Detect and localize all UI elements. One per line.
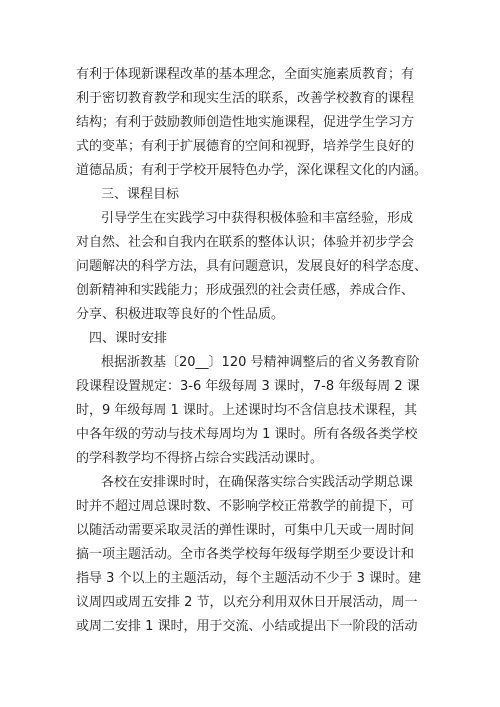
section-heading-course-goals: 三、课程目标 — [101, 187, 180, 202]
text-line-23: 议周四或周五安排 2 节，以充分利用双休日开展活动，周一 — [76, 595, 418, 610]
text-line-2: 利于密切教育教学和现实生活的联系，改善学校教育的课程 — [76, 91, 415, 106]
text-line-4: 式的变革；有利于扩展德育的空间和视野，培养学生良好的 — [76, 139, 415, 154]
text-line-13: 根据浙教基〔20__〕120 号精神调整后的省义务教育阶 — [101, 355, 420, 370]
text-line-18: 各校在安排课时时，在确保落实综合实践活动学期总课 — [101, 475, 414, 490]
text-line-20: 以随活动需要采取灵活的弹性课时，可集中几天或一周时间 — [76, 523, 415, 538]
text-line-24: 或周二安排 1 课时，用于交流、小结或提出下一阶段的活动 — [76, 619, 418, 634]
text-line-17: 的学科教学均不得挤占综合实践活动课时。 — [76, 451, 324, 466]
text-line-11: 分享、积极进取等良好的个性品质。 — [76, 307, 285, 322]
text-line-21: 搞一项主题活动。全市各类学校每年级每学期至少要设计和 — [76, 547, 415, 562]
text-line-7: 引导学生在实践学习中获得积极体验和丰富经验，形成 — [101, 211, 414, 226]
section-heading-schedule: 四、课时安排 — [89, 331, 168, 346]
text-line-19: 时并不超过周总课时数、不影响学校正常教学的前提下，可 — [76, 499, 415, 514]
text-line-3: 结构；有利于鼓励教师创造性地实施课程，促进学生学习方 — [76, 115, 415, 130]
text-line-1: 有利于体现新课程改革的基本理念，全面实施素质教育；有 — [76, 67, 415, 82]
text-line-8: 对自然、社会和自我内在联系的整体认识；体验并初步学会 — [76, 235, 415, 250]
text-line-14: 段课程设置规定：3-6 年级每周 3 课时，7-8 年级每周 2 课 — [76, 379, 420, 394]
text-line-10: 创新精神和实践能力；形成强烈的社会责任感，养成合作、 — [76, 283, 415, 298]
text-line-22: 指导 3 个以上的主题活动，每个主题活动不少于 3 课时。建 — [76, 571, 422, 586]
text-line-5: 道德品质；有利于学校开展特色办学，深化课程文化的内涵。 — [76, 163, 428, 178]
text-line-15: 时，9 年级每周 1 课时。上述课时均不含信息技术课程，其 — [76, 403, 417, 418]
text-line-16: 中各年级的劳动与技术每周均为 1 课时。所有各级各类学校 — [76, 427, 418, 442]
text-line-9: 问题解决的科学方法，具有问题意识，发展良好的科学态度、 — [76, 259, 428, 274]
